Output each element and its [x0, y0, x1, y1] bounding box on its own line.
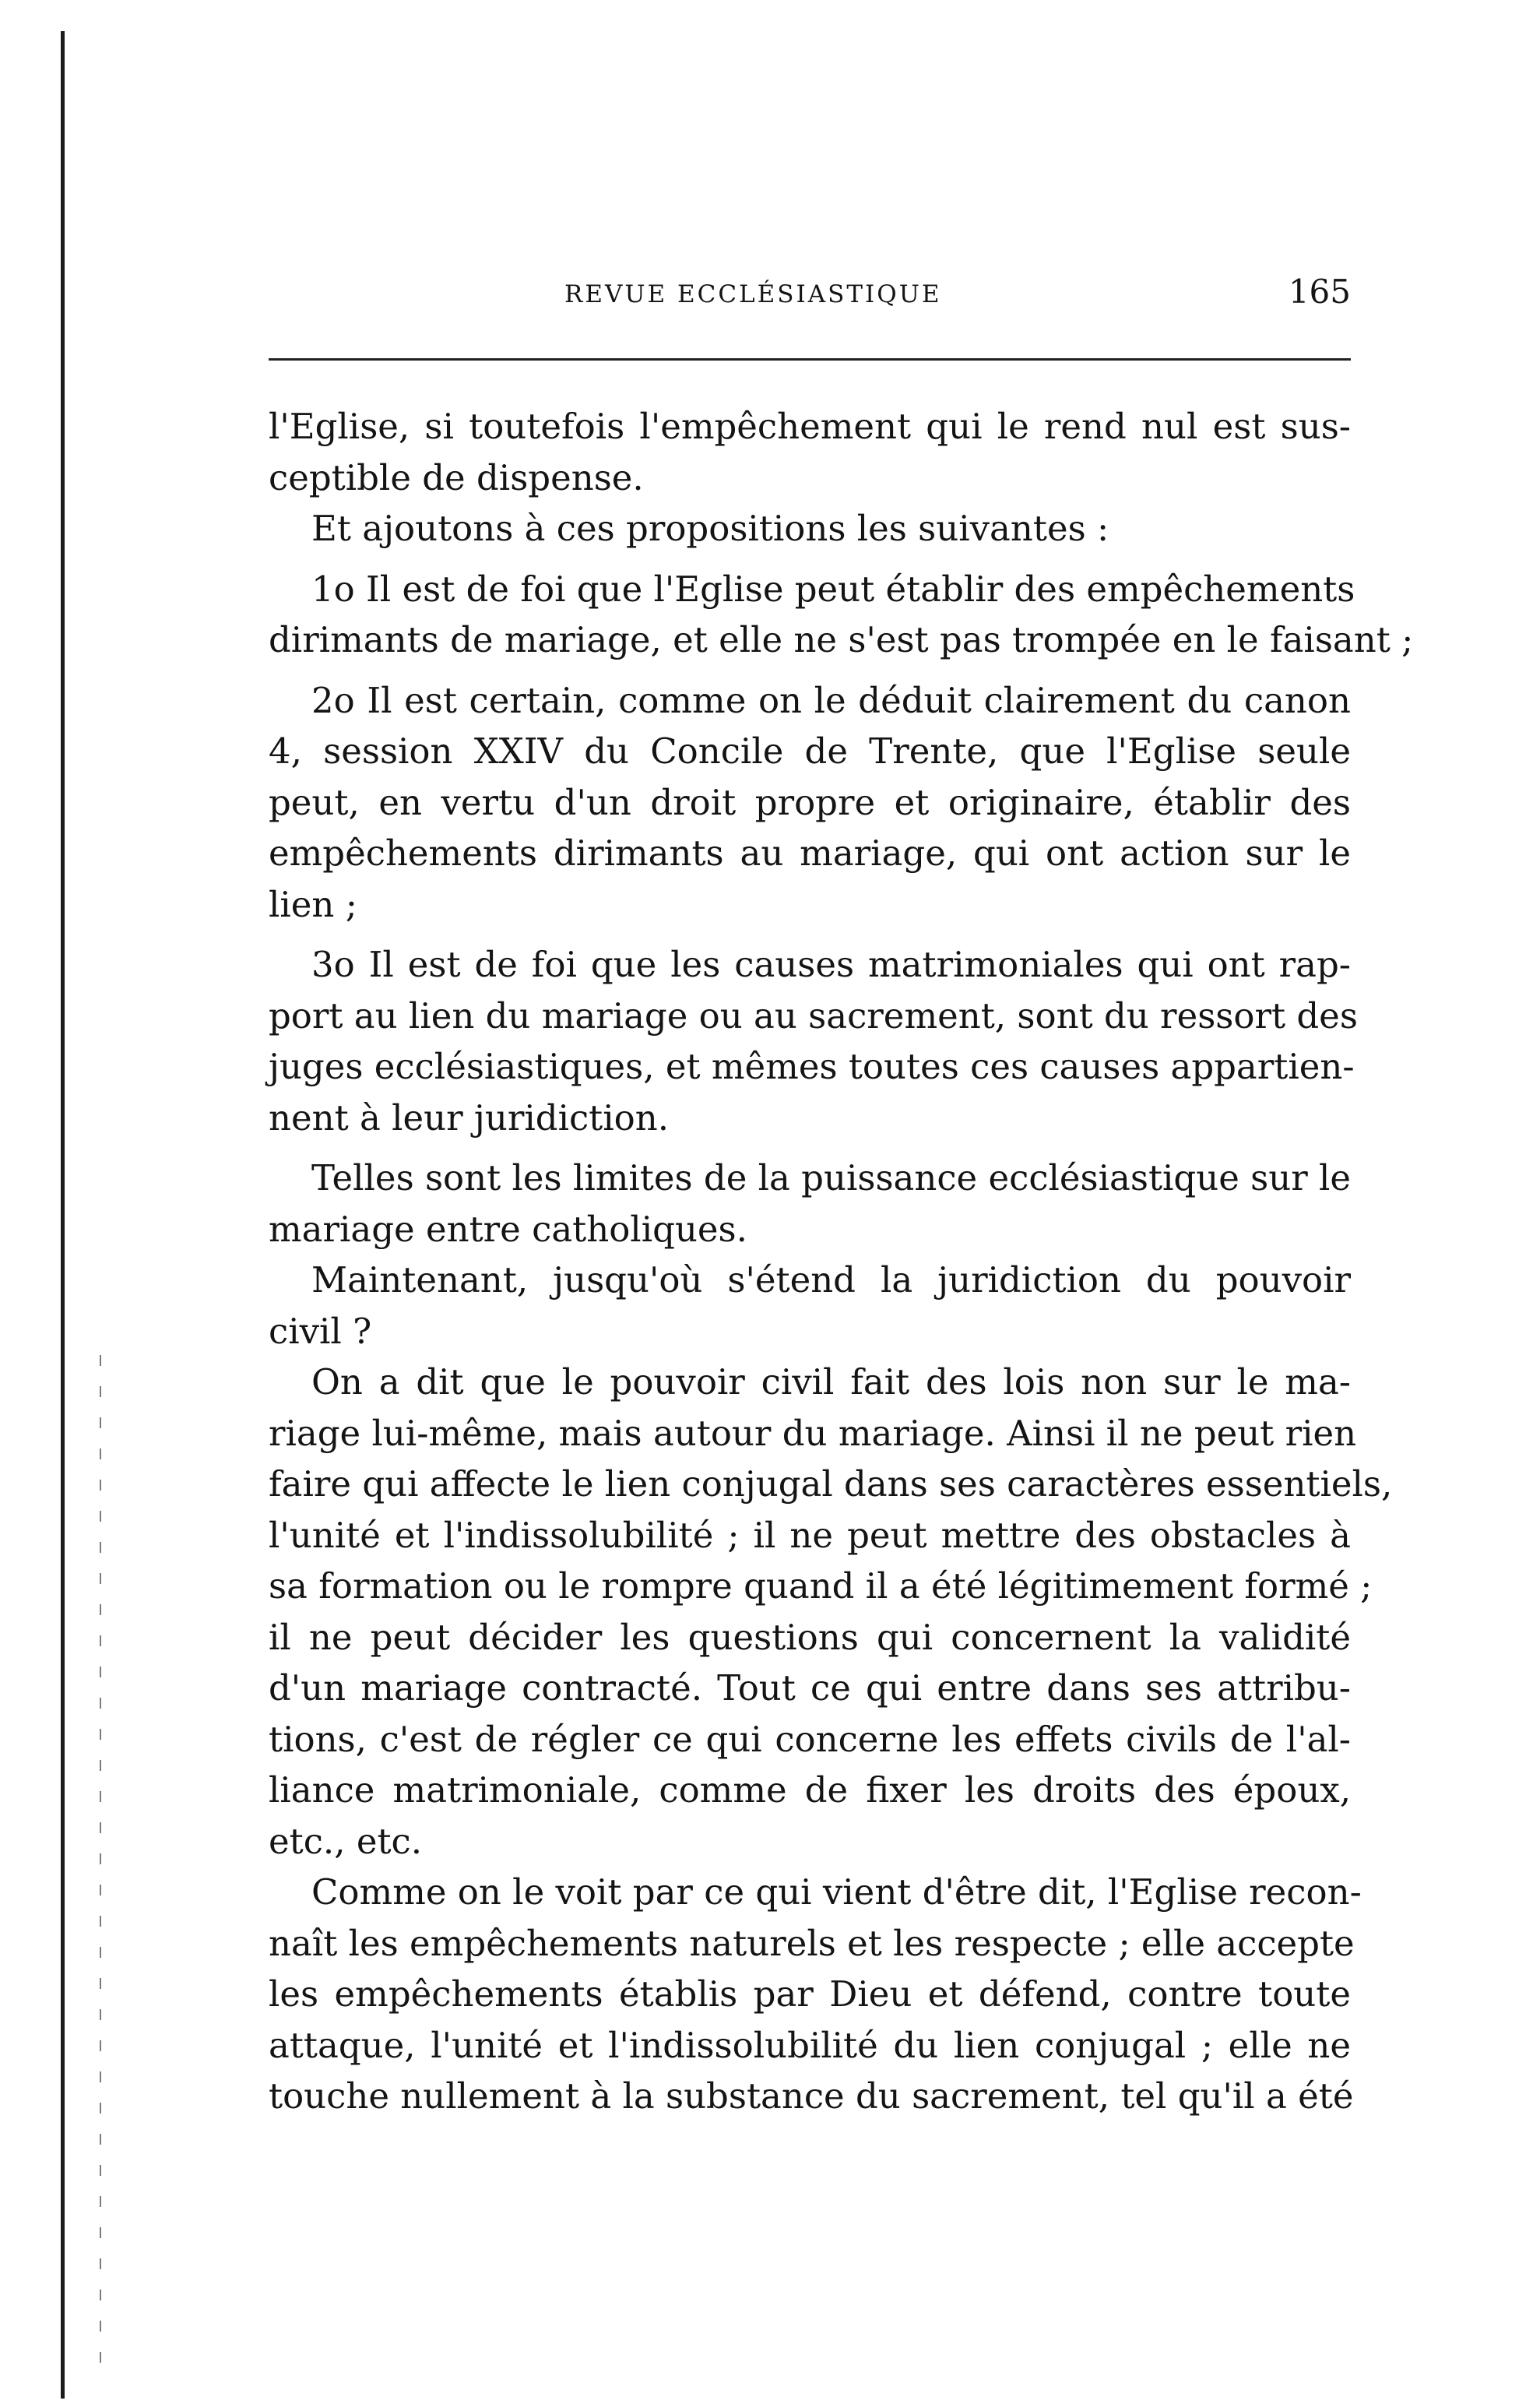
text-line: 1o Il est de foi que l'Eglise peut établir des empêchements — [311, 568, 1355, 610]
text-line: l'Eglise, si toutefois l'empêchement qui le rend nul est sus- — [269, 406, 1351, 447]
text-line: les empêchements établis par Dieu et défend, contre toute — [269, 1973, 1351, 2015]
paragraph — [269, 1867, 1362, 2122]
text-line: Comme on le voit par ce qui vient d'être dit, l'Eglise recon- — [311, 1871, 1362, 1913]
paragraph — [269, 1357, 1393, 1867]
paragraph — [269, 1153, 1351, 1255]
text-line: Telles sont les limites de la puissance ecclésiastique sur le — [311, 1157, 1352, 1198]
paragraph — [269, 564, 1414, 666]
text-line: mariage entre catholiques. — [269, 1208, 747, 1250]
text-line: 2o Il est certain, comme on le déduit clairement du canon — [311, 679, 1351, 721]
page-binding-marks — [100, 1355, 101, 2383]
text-line: l'unité et l'indissolubilité ; il ne peut mettre des obstacles à — [269, 1514, 1351, 1556]
paragraph — [269, 939, 1358, 1143]
paragraph — [269, 675, 1351, 931]
paragraph — [269, 1255, 1351, 1357]
body-text — [269, 401, 1414, 2122]
text-line: naît les empêchements naturels et les respecte ; elle accepte — [269, 1922, 1355, 1964]
running-head: REVUE ECCLÉSIASTIQUE — [564, 280, 942, 308]
text-line: Maintenant, jusqu'où s'étend la juridiction du pouvoir — [311, 1259, 1351, 1301]
paragraph — [269, 503, 1351, 554]
text-line: On a dit que le pouvoir civil fait des lois non sur le ma- — [311, 1361, 1351, 1403]
text-line: empêchements dirimants au mariage, qui ont action sur le — [269, 832, 1351, 874]
text-line: port au lien du mariage ou au sacrement, sont du ressort des — [269, 994, 1358, 1037]
page-header — [269, 273, 1351, 319]
paragraph-gap — [269, 1143, 1351, 1153]
text-line: nent à leur juridiction. — [269, 1096, 670, 1139]
text-line: attaque, l'unité et l'indissolubilité du lien conjugal ; elle ne — [269, 2024, 1351, 2066]
paragraph-gap — [269, 930, 1351, 939]
text-line: tions, c'est de régler ce qui concerne les effets civils de l'al- — [269, 1718, 1351, 1760]
text-line: peut, en vertu d'un droit propre et originaire, établir des — [269, 781, 1351, 823]
text-line: etc., etc. — [269, 1820, 423, 1862]
text-line: 4, session XXIV du Concile de Trente, que l'Eglise seule — [269, 730, 1351, 772]
text-line: ceptible de dispense. — [269, 456, 644, 498]
paragraph — [269, 401, 1351, 503]
paragraph-gap — [269, 554, 1351, 564]
text-line: il ne peut décider les questions qui concernent la validité — [269, 1616, 1351, 1658]
text-line: 3o Il est de foi que les causes matrimoniales qui ont rap- — [311, 944, 1351, 985]
paragraph-gap — [269, 666, 1351, 675]
text-line: dirimants de mariage, et elle ne s'est pas trompée en le faisant ; — [269, 619, 1414, 660]
text-line: Et ajoutons à ces propositions les suivantes : — [311, 508, 1109, 549]
text-line: liance matrimoniale, comme de fixer les droits des époux, — [269, 1769, 1351, 1811]
header-rule — [269, 358, 1351, 361]
page-binding-edge — [61, 31, 65, 2399]
text-line: civil ? — [269, 1310, 372, 1352]
text-line: touche nullement à la substance du sacrement, tel qu'il a été — [269, 2075, 1354, 2117]
text-line: faire qui affecte le lien conjugal dans ses caractères essentiels, — [269, 1463, 1393, 1505]
text-line: lien ; — [269, 883, 357, 925]
text-line: d'un mariage contracté. Tout ce qui entre dans ses attribu- — [269, 1667, 1351, 1709]
text-line: sa formation ou le rompre quand il a été légitimement formé ; — [269, 1565, 1373, 1607]
text-line: riage lui-même, mais autour du mariage. Ainsi il ne peut rien — [269, 1412, 1357, 1454]
page-number: 165 — [1288, 273, 1351, 311]
text-line: juges ecclésiastiques, et mêmes toutes ces causes appartien- — [269, 1046, 1355, 1087]
